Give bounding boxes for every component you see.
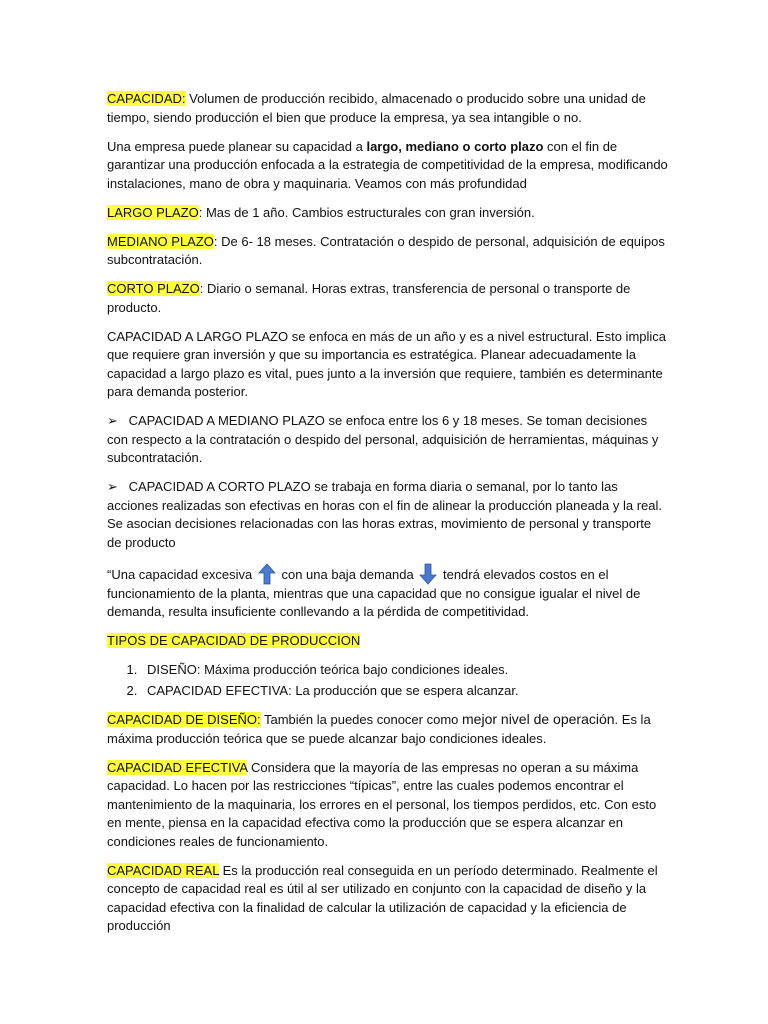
arrow-down-icon — [419, 563, 437, 585]
paragraph-quote — [107, 563, 668, 622]
text-planear-bold: largo, mediano o corto plazo — [366, 138, 544, 154]
term-capacidad: CAPACIDAD: — [107, 91, 186, 106]
text-corto-plazo: : Diario o semanal. Horas extras, transferencia de personal o transporte de producto. — [107, 281, 631, 315]
term-corto-plazo: CORTO PLAZO — [107, 281, 200, 296]
paragraph-planear — [107, 138, 668, 194]
paragraph-capacidad — [107, 90, 668, 127]
paragraph-mediano-plazo — [107, 233, 668, 270]
term-capacidad-corto-plazo: CAPACIDAD A CORTO PLAZO — [128, 479, 311, 494]
term-capacidad-largo-plazo: CAPACIDAD A LARGO PLAZO — [107, 328, 289, 344]
text-capacidad: Volumen de producción recibido, almacenado o producido sobre una unidad de tiempo, siendo producción el bien que produce la empresa, ya sea intangible o no. — [107, 91, 646, 125]
term-capacidad-efectiva: CAPACIDAD EFECTIVA — [107, 759, 248, 775]
paragraph-capacidad-corto-plazo — [107, 478, 668, 552]
bullet-arrow-icon: ➢ — [107, 413, 118, 428]
term-capacidad-mediano-plazo: CAPACIDAD A MEDIANO PLAZO — [128, 413, 325, 428]
text-quote-b: con una baja demanda — [277, 566, 418, 582]
paragraph-capacidad-real — [107, 862, 668, 936]
bullet-arrow-icon: ➢ — [107, 479, 118, 494]
term-capacidad-real: CAPACIDAD REAL — [107, 862, 219, 878]
paragraph-capacidad-efectiva — [107, 759, 668, 852]
text-planear-c: con el fin de garantizar una producción enfocada a la estrategia de competitividad de la empresa, modificando instalaciones, mano de obra y maquinaria. Veamos con más profundidad — [107, 138, 668, 191]
text-planear-a: Una empresa puede planear su capacidad a — [107, 138, 367, 154]
paragraph-corto-plazo — [107, 280, 668, 317]
list-item: 1. DISEÑO: Máxima producción teórica bajo condiciones ideales. — [141, 661, 668, 680]
paragraph-capacidad-mediano-plazo — [107, 412, 668, 468]
text-capacidad-corto-plazo: se trabaja en forma diaria o semanal, por lo tanto las acciones realizadas son efectivas en horas con el fin de alinear la producción planeada y la real. Se asocian decisiones relacionadas con las horas extras, movimiento de personal y transporte de producto — [107, 479, 663, 550]
text-mediano-plazo: : De 6- 18 meses. Contratación o despido de personal, adquisición de equipos subcontratación. — [107, 233, 665, 267]
text-capacidad-largo-plazo: se enfoca en más de un año y es a nivel estructural. Esto implica que requiere gran inversión y que su importancia es estratégica. Planear adecuadamente la capacidad a largo plazo es vital, pues junto a la inversión que requiere, también es determinante para demanda posterior. — [107, 328, 667, 399]
text-diseno-b: mejor nivel de operación — [462, 711, 615, 727]
term-capacidad-diseno: CAPACIDAD DE DISEÑO: — [107, 712, 261, 727]
text-quote-c: tendrá elevados costos en el funcionamiento de la planta, mientras que una capacidad que no consigue igualar el nivel de demanda, resulta insuficiente conllevando a la pérdida de competitividad. — [107, 566, 641, 619]
text-largo-plazo: : Mas de 1 año. Cambios estructurales con gran inversión. — [198, 204, 535, 220]
tipos-list — [107, 661, 668, 700]
paragraph-capacidad-diseno — [107, 710, 668, 748]
text-quote-a: “Una capacidad excesiva — [107, 566, 256, 582]
term-mediano-plazo: MEDIANO PLAZO — [107, 233, 214, 249]
paragraph-capacidad-largo-plazo — [107, 328, 668, 402]
list-item: 2. CAPACIDAD EFECTIVA: La producción que se espera alcanzar. — [141, 682, 668, 701]
text-diseno-c: . Es la máxima producción teórica que se puede alcanzar bajo condiciones ideales. — [107, 712, 651, 746]
paragraph-largo-plazo — [107, 204, 668, 223]
arrow-up-icon — [258, 563, 276, 585]
heading-tipos: TIPOS DE CAPACIDAD DE PRODUCCION — [107, 633, 361, 648]
text-diseno-a: También la puedes conocer como — [260, 712, 463, 727]
paragraph-tipos-heading — [107, 632, 668, 651]
text-capacidad-efectiva: Considera que la mayoría de las empresas no operan a su máxima capacidad. Lo hacen por las restricciones “típicas”, entre las cuales podemos encontrar el mantenimiento de la maquinaria, los errores en el personal, los tiempos perdidos, etc. Con esto en mente, piensa en la capacidad efectiva como la producción que se espera alcanzar en condiciones reales de funcionamiento. — [107, 759, 657, 849]
text-capacidad-mediano-plazo: se enfoca entre los 6 y 18 meses. Se toman decisiones con respecto a la contratación o despido del personal, adquisición de herramientas, máquinas y subcontratación. — [107, 413, 659, 465]
term-largo-plazo: LARGO PLAZO — [107, 204, 199, 220]
text-capacidad-real: Es la producción real conseguida en un período determinado. Realmente el concepto de capacidad real es útil al ser utilizado en conjunto con la capacidad de diseño y la capacidad efectiva con la finalidad de calcular la utilización de capacidad y la eficiencia de producción — [107, 862, 658, 933]
